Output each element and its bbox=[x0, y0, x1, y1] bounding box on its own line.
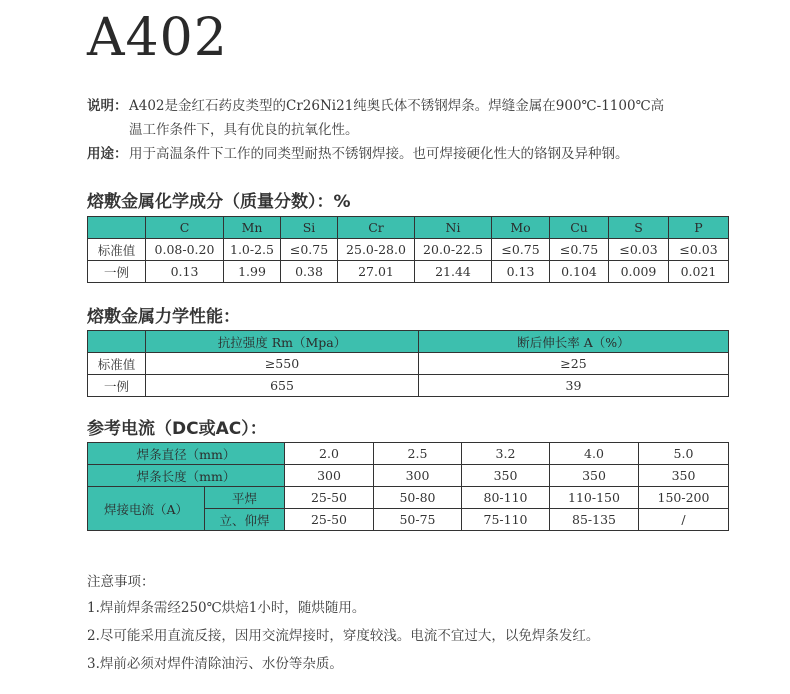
table-cell: 4.0 bbox=[550, 443, 639, 465]
chem-header-cell: Mo bbox=[492, 217, 550, 239]
table-cell: ≥25 bbox=[419, 353, 729, 375]
chem-header-cell: C bbox=[146, 217, 224, 239]
description-row bbox=[87, 94, 737, 142]
description-label: 说明： bbox=[87, 98, 128, 114]
table-row bbox=[88, 353, 729, 375]
mech-header-cell: 抗拉强度 Rm（Mpa） bbox=[146, 331, 419, 353]
table-cell: 80-110 bbox=[462, 487, 550, 509]
current-label: 焊接电流（A） bbox=[88, 487, 205, 531]
row-label: 一例 bbox=[88, 261, 146, 283]
chem-header-cell: S bbox=[609, 217, 669, 239]
description-line-2: 温工作条件下，具有优良的抗氧化性。 bbox=[129, 122, 359, 138]
table-cell: 25-50 bbox=[285, 509, 374, 531]
table-cell: 655 bbox=[146, 375, 419, 397]
mech-heading: 熔敷金属力学性能： bbox=[87, 307, 240, 327]
table-cell: 75-110 bbox=[462, 509, 550, 531]
chem-table bbox=[87, 216, 729, 283]
table-cell: 300 bbox=[285, 465, 374, 487]
diameter-label: 焊条直径（mm） bbox=[88, 443, 285, 465]
description bbox=[87, 94, 737, 166]
table-cell: 0.13 bbox=[146, 261, 224, 283]
usage-text: 用于高温条件下工作的同类型耐热不锈钢焊接。也可焊接硬化性大的铬钢及异种钢。 bbox=[129, 146, 629, 162]
chem-header-row bbox=[88, 217, 729, 239]
description-line-1: A402是金红石药皮类型的Cr26Ni21纯奥氏体不锈钢焊条。焊缝金属在900℃-1100℃高 bbox=[129, 98, 665, 114]
row-label: 一例 bbox=[88, 375, 146, 397]
flat-label: 平焊 bbox=[205, 487, 285, 509]
usage-row bbox=[87, 142, 737, 166]
table-cell: 0.021 bbox=[669, 261, 729, 283]
table-cell: / bbox=[639, 509, 729, 531]
vertical-label: 立、仰焊 bbox=[205, 509, 285, 531]
table-cell: 1.0-2.5 bbox=[224, 239, 281, 261]
length-label: 焊条长度（mm） bbox=[88, 465, 285, 487]
mech-header-blank bbox=[88, 331, 146, 353]
table-cell: 350 bbox=[462, 465, 550, 487]
table-cell: 350 bbox=[550, 465, 639, 487]
page-title: A402 bbox=[87, 8, 228, 68]
table-row bbox=[88, 261, 729, 283]
chem-header-cell: Mn bbox=[224, 217, 281, 239]
table-cell: 300 bbox=[374, 465, 462, 487]
note-item: 1.焊前焊条需经250℃烘焙1小时，随烘随用。 bbox=[87, 600, 366, 616]
chem-header-cell: Cu bbox=[550, 217, 609, 239]
table-cell: 350 bbox=[639, 465, 729, 487]
mech-table bbox=[87, 330, 729, 397]
table-row bbox=[88, 375, 729, 397]
table-cell: ≤0.03 bbox=[609, 239, 669, 261]
table-cell: 25.0-28.0 bbox=[338, 239, 415, 261]
table-cell: 2.0 bbox=[285, 443, 374, 465]
table-cell: 50-75 bbox=[374, 509, 462, 531]
chem-header-cell: Cr bbox=[338, 217, 415, 239]
table-cell: ≤0.75 bbox=[492, 239, 550, 261]
table-cell: 2.5 bbox=[374, 443, 462, 465]
table-cell: 21.44 bbox=[415, 261, 492, 283]
table-cell: 1.99 bbox=[224, 261, 281, 283]
table-cell: 50-80 bbox=[374, 487, 462, 509]
table-row bbox=[88, 239, 729, 261]
mech-header-cell: 断后伸长率 A（%） bbox=[419, 331, 729, 353]
current-heading: 参考电流（DC或AC）： bbox=[87, 419, 267, 439]
chem-heading: 熔敷金属化学成分（质量分数）：% bbox=[87, 192, 351, 212]
table-cell: 110-150 bbox=[550, 487, 639, 509]
table-row bbox=[88, 443, 729, 465]
usage-label: 用途： bbox=[87, 146, 128, 162]
table-cell: 39 bbox=[419, 375, 729, 397]
notes-list bbox=[87, 594, 599, 678]
chem-header-cell: Si bbox=[281, 217, 338, 239]
table-cell: 0.009 bbox=[609, 261, 669, 283]
table-cell: 85-135 bbox=[550, 509, 639, 531]
table-cell: 150-200 bbox=[639, 487, 729, 509]
chem-header-cell: Ni bbox=[415, 217, 492, 239]
table-cell: ≥550 bbox=[146, 353, 419, 375]
table-row bbox=[88, 487, 729, 509]
table-cell: 25-50 bbox=[285, 487, 374, 509]
table-cell: ≤0.75 bbox=[281, 239, 338, 261]
note-item: 2.尽可能采用直流反接，因用交流焊接时，穿度较浅。电流不宜过大，以免焊条发红。 bbox=[87, 628, 600, 644]
description-text bbox=[129, 94, 737, 142]
table-cell: ≤0.75 bbox=[550, 239, 609, 261]
table-cell: 5.0 bbox=[639, 443, 729, 465]
table-cell: 0.104 bbox=[550, 261, 609, 283]
chem-header-cell: P bbox=[669, 217, 729, 239]
table-cell: 0.38 bbox=[281, 261, 338, 283]
current-table bbox=[87, 442, 729, 531]
table-cell: 27.01 bbox=[338, 261, 415, 283]
table-row bbox=[88, 465, 729, 487]
table-cell: ≤0.03 bbox=[669, 239, 729, 261]
table-cell: 0.13 bbox=[492, 261, 550, 283]
chem-header-blank bbox=[88, 217, 146, 239]
mech-header-row bbox=[88, 331, 729, 353]
note-item: 3.焊前必须对焊件清除油污、水份等杂质。 bbox=[87, 656, 343, 672]
row-label: 标准值 bbox=[88, 239, 146, 261]
table-cell: 0.08-0.20 bbox=[146, 239, 224, 261]
row-label: 标准值 bbox=[88, 353, 146, 375]
notes-heading: 注意事项： bbox=[87, 574, 155, 590]
table-cell: 3.2 bbox=[462, 443, 550, 465]
table-cell: 20.0-22.5 bbox=[415, 239, 492, 261]
